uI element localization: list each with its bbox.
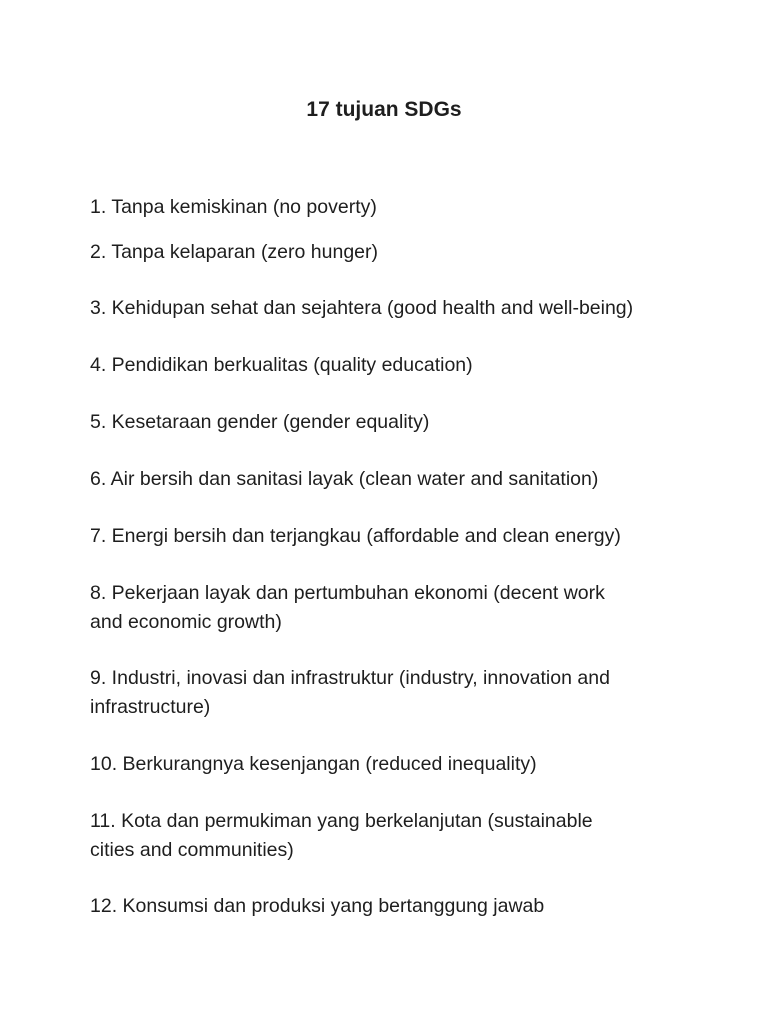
document-title: 17 tujuan SDGs xyxy=(306,98,462,121)
list-item-5: 5. Kesetaraan gender (gender equality) xyxy=(90,411,430,433)
list-item-11: 11. Kota dan permukiman yang berkelanjutan (sustainable cities and communities) xyxy=(90,810,593,861)
list-item-10: 10. Berkurangnya kesenjangan (reduced inequality) xyxy=(90,753,537,775)
list-item-12: 12. Konsumsi dan produksi yang bertanggung jawab xyxy=(90,895,545,917)
list-item-2: 2. Tanpa kelaparan (zero hunger) xyxy=(90,241,378,263)
list-item-1: 1. Tanpa kemiskinan (no poverty) xyxy=(90,196,377,218)
list-item-6: 6. Air bersih dan sanitasi layak (clean water and sanitation) xyxy=(90,468,599,490)
list-item-8: 8. Pekerjaan layak dan pertumbuhan ekonomi (decent work and economic growth) xyxy=(90,582,605,633)
list-item-9: 9. Industri, inovasi dan infrastruktur (industry, innovation and infrastructure) xyxy=(90,667,610,718)
list-item-3: 3. Kehidupan sehat dan sejahtera (good health and well-being) xyxy=(90,297,634,319)
list-item-7: 7. Energi bersih dan terjangkau (affordable and clean energy) xyxy=(90,525,621,547)
list-item-4: 4. Pendidikan berkualitas (quality education) xyxy=(90,354,473,376)
